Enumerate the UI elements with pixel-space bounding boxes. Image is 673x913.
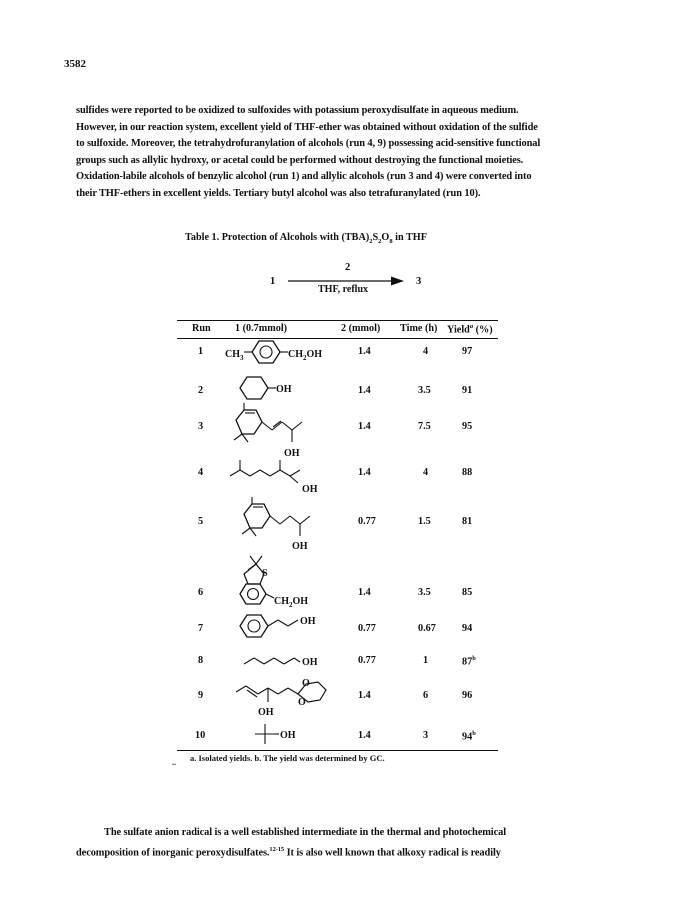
svg-text:OH: OH xyxy=(302,657,318,668)
paragraph-line: decomposition of inorganic peroxydisulfates.$^{12-15}$ It is also well known that alkoxy radical is readily xyxy=(76,845,501,859)
cell-run: 8 xyxy=(198,655,204,666)
paragraph-line: Oxidation-labile alcohols of benzylic alcohol (run 1) and allylic alcohols (run 3 and 4) were converted into xyxy=(76,171,532,183)
cell-time: 0.67 xyxy=(418,623,436,634)
header-run: Run xyxy=(192,323,211,334)
scheme-reactant: 1 xyxy=(270,276,276,287)
structure-run-3 xyxy=(226,400,316,462)
cell-time: 1.5 xyxy=(418,516,431,527)
cell-yield: 95 xyxy=(462,421,473,432)
paragraph-line: sulfides were reported to be oxidized to sulfoxides with potassium peroxydisulfate in aqueous medium. xyxy=(76,105,519,116)
cell-time: 4 xyxy=(423,346,429,357)
cell-yield: 94 xyxy=(462,623,473,634)
table-title: Table 1. Protection of Alcohols with $(TBA)_2S_2O_8$ in THF xyxy=(185,232,427,246)
cell-time: 3.5 xyxy=(418,587,431,598)
cell-run: 2 xyxy=(198,385,204,396)
cell-time: 6 xyxy=(423,690,429,701)
svg-text:CH3: $CH_3$ xyxy=(225,349,244,362)
table-footnote: a. Isolated yields. b. The yield was determined by GC. xyxy=(190,753,385,763)
cell-yield: 94$^b$ xyxy=(462,730,476,743)
svg-text:S: S xyxy=(262,568,268,579)
cell-run: 9 xyxy=(198,690,204,701)
cell-time: 4 xyxy=(423,467,429,478)
header-reagent: 2 (mmol) xyxy=(341,323,381,334)
structure-run-7 xyxy=(240,608,340,642)
cell-run: 1 xyxy=(198,346,204,357)
cell-mmol: 1.4 xyxy=(358,385,371,396)
structure-run-5 xyxy=(238,494,328,554)
paragraph-2 xyxy=(76,825,611,862)
paragraph-line: The sulfate anion radical is a well established intermediate in the thermal and photochemical xyxy=(104,827,506,838)
cell-run: 6 xyxy=(198,587,204,598)
cell-run: 5 xyxy=(198,516,204,527)
header-yield: Yield$^a$ (%) xyxy=(447,323,493,336)
cell-yield: 81 xyxy=(462,516,473,527)
header-time: Time (h) xyxy=(400,323,438,334)
svg-text:OH: OH xyxy=(276,384,292,395)
cell-mmol: 1.4 xyxy=(358,467,371,478)
cell-yield: 97 xyxy=(462,346,473,357)
structure-run-9 xyxy=(236,672,346,722)
svg-text:O: O xyxy=(298,697,306,708)
footnote-marker: .. xyxy=(172,758,176,767)
structure-run-6 xyxy=(236,554,336,612)
structure-run-8 xyxy=(244,650,334,672)
svg-text:CH2OH: $CH_2OH$ xyxy=(274,596,309,609)
paragraph-line: However, in our reaction system, excellent yield of THF-ether was obtained without oxidation of the sulfide xyxy=(76,121,538,133)
cell-yield: 88 xyxy=(462,467,473,478)
table-top-rule xyxy=(177,320,498,321)
svg-text:OH: OH xyxy=(280,730,296,741)
page-number: 3582 xyxy=(64,58,86,70)
cell-mmol: 1.4 xyxy=(358,421,371,432)
paragraph-1 xyxy=(76,103,611,203)
structure-run-10 xyxy=(253,718,323,750)
cell-time: 1 xyxy=(423,655,429,666)
cell-mmol: 0.77 xyxy=(358,655,376,666)
cell-run: 3 xyxy=(198,421,204,432)
cell-yield: 85 xyxy=(462,587,473,598)
structure-run-4 xyxy=(228,456,328,496)
cell-run: 10 xyxy=(195,730,206,741)
reaction-scheme xyxy=(268,262,458,302)
cell-mmol: 1.4 xyxy=(358,587,371,598)
cell-yield: 87$^b$ xyxy=(462,655,476,668)
cell-yield: 96 xyxy=(462,690,473,701)
cell-mmol: 1.4 xyxy=(358,346,371,357)
paragraph-line: groups such as allylic hydroxy, or acetal could be performed without destroying the functional moieties. xyxy=(76,154,524,166)
svg-text:OH: OH xyxy=(300,616,316,627)
cell-mmol: 1.4 xyxy=(358,690,371,701)
cell-time: 3 xyxy=(423,730,429,741)
svg-text:OH: OH xyxy=(284,448,300,459)
cell-time: 3.5 xyxy=(418,385,431,396)
header-substrate: 1 (0.7mmol) xyxy=(235,323,288,334)
svg-text:O: O xyxy=(302,678,310,689)
cell-mmol: 1.4 xyxy=(358,730,371,741)
svg-text:OH: OH xyxy=(302,484,318,495)
cell-run: 7 xyxy=(198,623,204,634)
cell-run: 4 xyxy=(198,467,204,478)
scheme-product: 3 xyxy=(416,276,422,287)
structure-run-1 xyxy=(225,334,345,366)
paragraph-line: to sulfoxide. Moreover, the tetrahydrofuranylation of alcohols (run 4, 9) possessing acid-sensitive functional xyxy=(76,138,541,150)
cell-mmol: 0.77 xyxy=(358,516,376,527)
table-bottom-rule xyxy=(177,750,498,751)
scheme-reagent: 2 xyxy=(345,262,351,273)
svg-text:CH2OH: $CH_2OH$ xyxy=(288,349,323,362)
scheme-conditions: THF, reflux xyxy=(318,284,369,295)
cell-mmol: 0.77 xyxy=(358,623,376,634)
svg-text:OH: OH xyxy=(292,541,308,552)
svg-text:OH: OH xyxy=(258,707,274,718)
cell-yield: 91 xyxy=(462,385,473,396)
cell-time: 7.5 xyxy=(418,421,431,432)
paragraph-line: their THF-ethers in excellent yields. Tertiary butyl alcohol was also tetrafuranylated (run 10). xyxy=(76,187,481,199)
